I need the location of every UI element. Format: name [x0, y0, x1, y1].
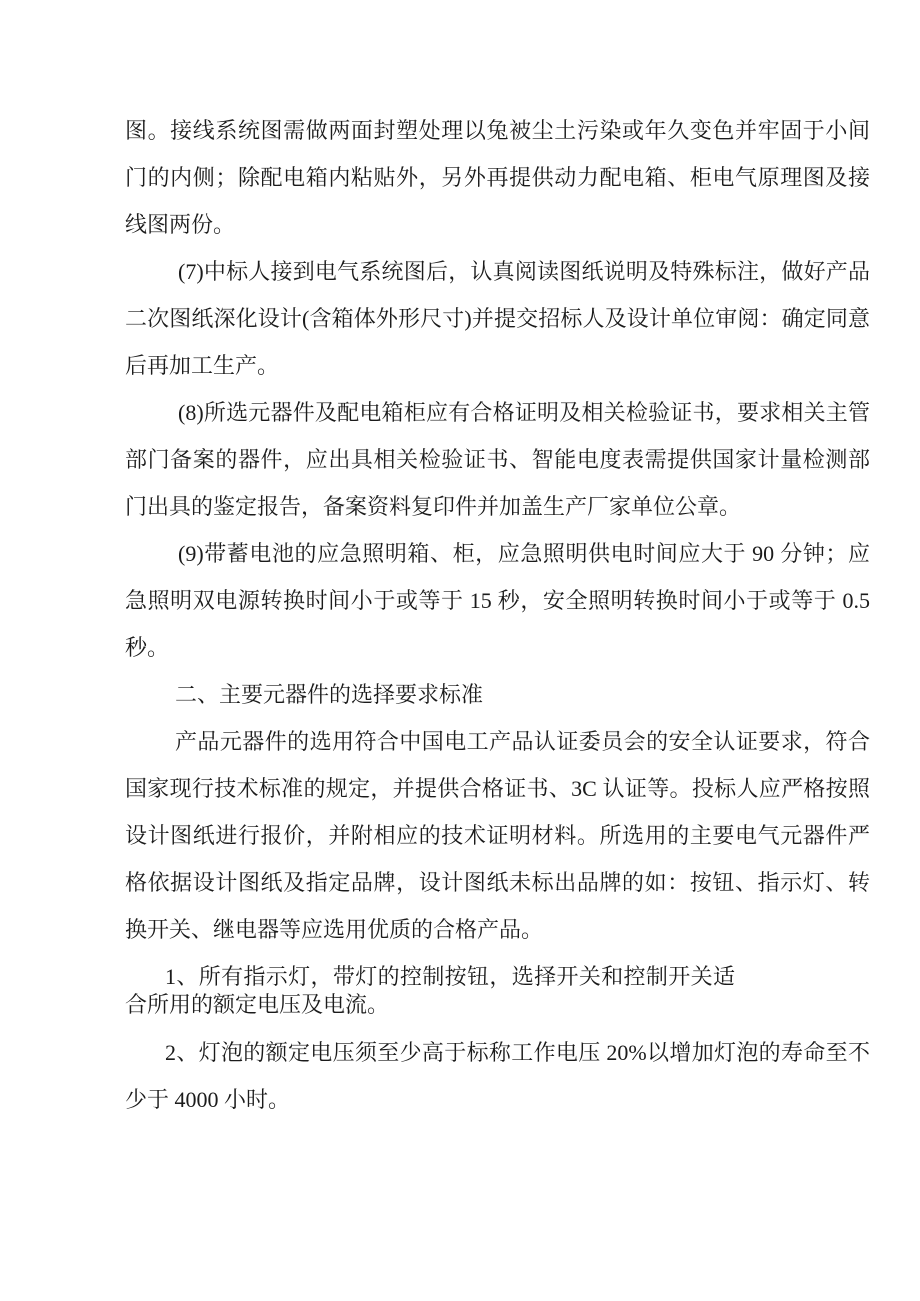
paragraph-list-item-2: 2、灯泡的额定电压须至少高于标称工作电压 20%以增加灯泡的寿命至不少于 4000 小时。 — [125, 1040, 870, 1112]
paragraph-list-item-1: 1、所有指示灯，带灯的控制按钮，选择开关和控制开关适合所用的额定电压及电流。 — [125, 964, 735, 1017]
paragraph-item-8: (8)所选元器件及配电箱柜应有合格证明及相关检验证书，要求相关主管部门备案的器件，应出具相关检验证书、智能电度表需提供国家计量检测部门出具的鉴定报告，备案资料复印件并加盖生产厂家单位公章。 — [125, 400, 870, 519]
paragraph-item-9: (9)带蓄电池的应急照明箱、柜，应急照明供电时间应大于 90 分钟；应急照明双电源转换时间小于或等于 15 秒，安全照明转换时间小于或等于 0.5 秒。 — [125, 541, 870, 660]
paragraph-item-7: (7)中标人接到电气系统图后，认真阅读图纸说明及特殊标注，做好产品二次图纸深化设计(含箱体外形尺寸)并提交招标人及设计单位审阅：确定同意后再加工生产。 — [125, 259, 870, 378]
section-heading-2: 二、主要元器件的选择要求标准 — [175, 682, 484, 707]
paragraph-section-intro: 产品元器件的选用符合中国电工产品认证委员会的安全认证要求，符合国家现行技术标准的规定，并提供合格证书、3C 认证等。投标人应严格按照设计图纸进行报价，并附相应的技术证明材料。所选用的主要电气元器件严格依据设计图纸及指定品牌，设计图纸未标出品牌的如：按钮、指示灯、转换开关、继电器等应选用优质的合格产品。 — [125, 729, 870, 942]
paragraph-wiring-diagram-continuation: 图。接线系统图需做两面封塑处理以兔被尘土污染或年久变色并牢固于小间门的内侧；除配电箱内粘贴外，另外再提供动力配电箱、柜电气原理图及接线图两份。 — [125, 118, 870, 237]
